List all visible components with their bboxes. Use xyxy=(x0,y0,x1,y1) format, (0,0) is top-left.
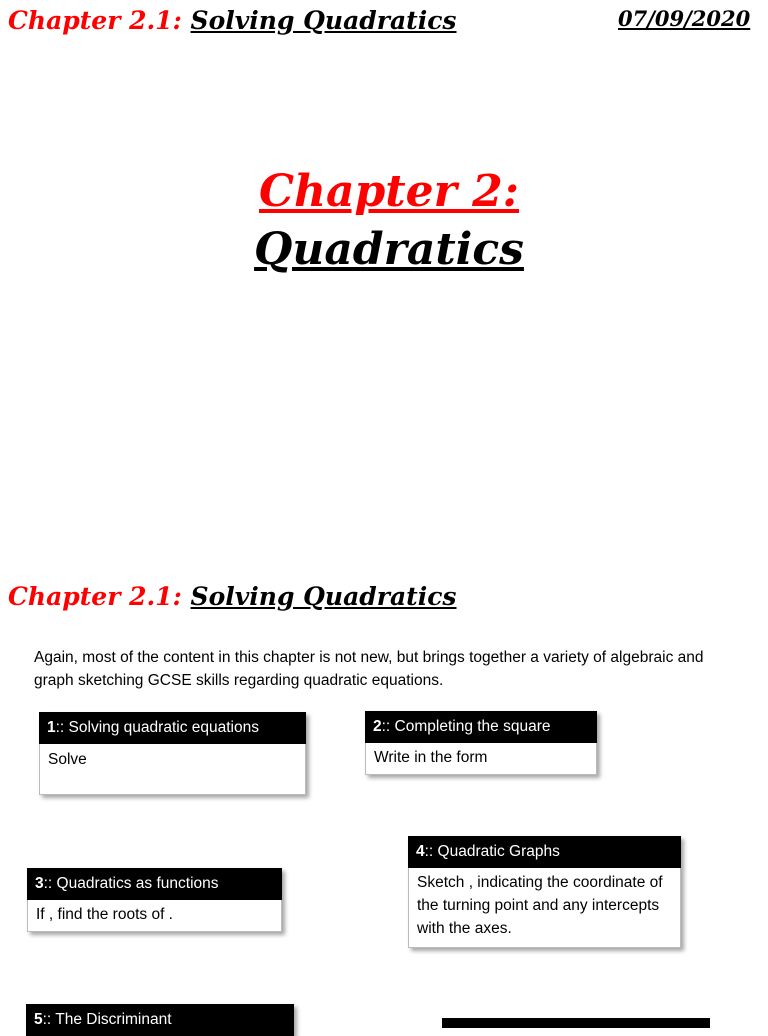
topic-box-solving xyxy=(39,712,306,795)
topic-box-number: 2 xyxy=(373,718,382,735)
topic-box-body: Write in the form xyxy=(365,743,597,775)
section-intro: Again, most of the content in this chapter is not new, but brings together a variety of algebraic and graph sketching GCSE skills regarding quadratic equations. xyxy=(34,649,704,689)
topic-box-title: :: The Discriminant xyxy=(42,1011,172,1028)
topic-box-title: :: Quadratic Graphs xyxy=(424,843,560,860)
topic-box-header xyxy=(408,836,681,868)
topic-box-body: Sketch , indicating the coordinate of the turning point and any intercepts with the axes. xyxy=(408,868,681,948)
section-chapter-label: Chapter 2.1: xyxy=(8,582,182,611)
topic-box-title: :: Solving quadratic equations xyxy=(55,719,259,736)
topic-box-functions xyxy=(27,868,282,932)
topic-box-number: 3 xyxy=(35,875,44,892)
topic-box-header xyxy=(26,1004,294,1036)
topic-box-number: 4 xyxy=(416,843,425,860)
topic-box-number: 1 xyxy=(47,719,56,736)
header-date: 07/09/2020 xyxy=(618,6,751,31)
topic-box-title: :: Quadratics as functions xyxy=(43,875,219,892)
topic-box-title: :: Completing the square xyxy=(381,718,551,735)
title-line-chapter: Chapter 2: xyxy=(259,166,519,217)
title-slide xyxy=(0,165,768,281)
topic-box-graphs xyxy=(408,836,681,948)
header-chapter xyxy=(8,6,457,35)
topic-box-header xyxy=(365,711,597,743)
title-line-topic: Quadratics xyxy=(254,224,524,275)
topic-box-completing-square xyxy=(365,711,597,775)
topic-box-partial xyxy=(442,1018,710,1028)
header-chapter-title: Solving Quadratics xyxy=(190,6,457,35)
topic-box-header xyxy=(39,712,306,744)
topic-box-body: Solve xyxy=(39,744,306,795)
topic-box-body: If , find the roots of . xyxy=(27,900,282,932)
topic-box-header xyxy=(27,868,282,900)
header-chapter-label: Chapter 2.1: xyxy=(8,6,182,35)
section-chapter xyxy=(8,582,457,611)
topic-box-number: 5 xyxy=(34,1011,43,1028)
topic-box-discriminant xyxy=(26,1004,294,1036)
section-chapter-title: Solving Quadratics xyxy=(190,582,457,611)
